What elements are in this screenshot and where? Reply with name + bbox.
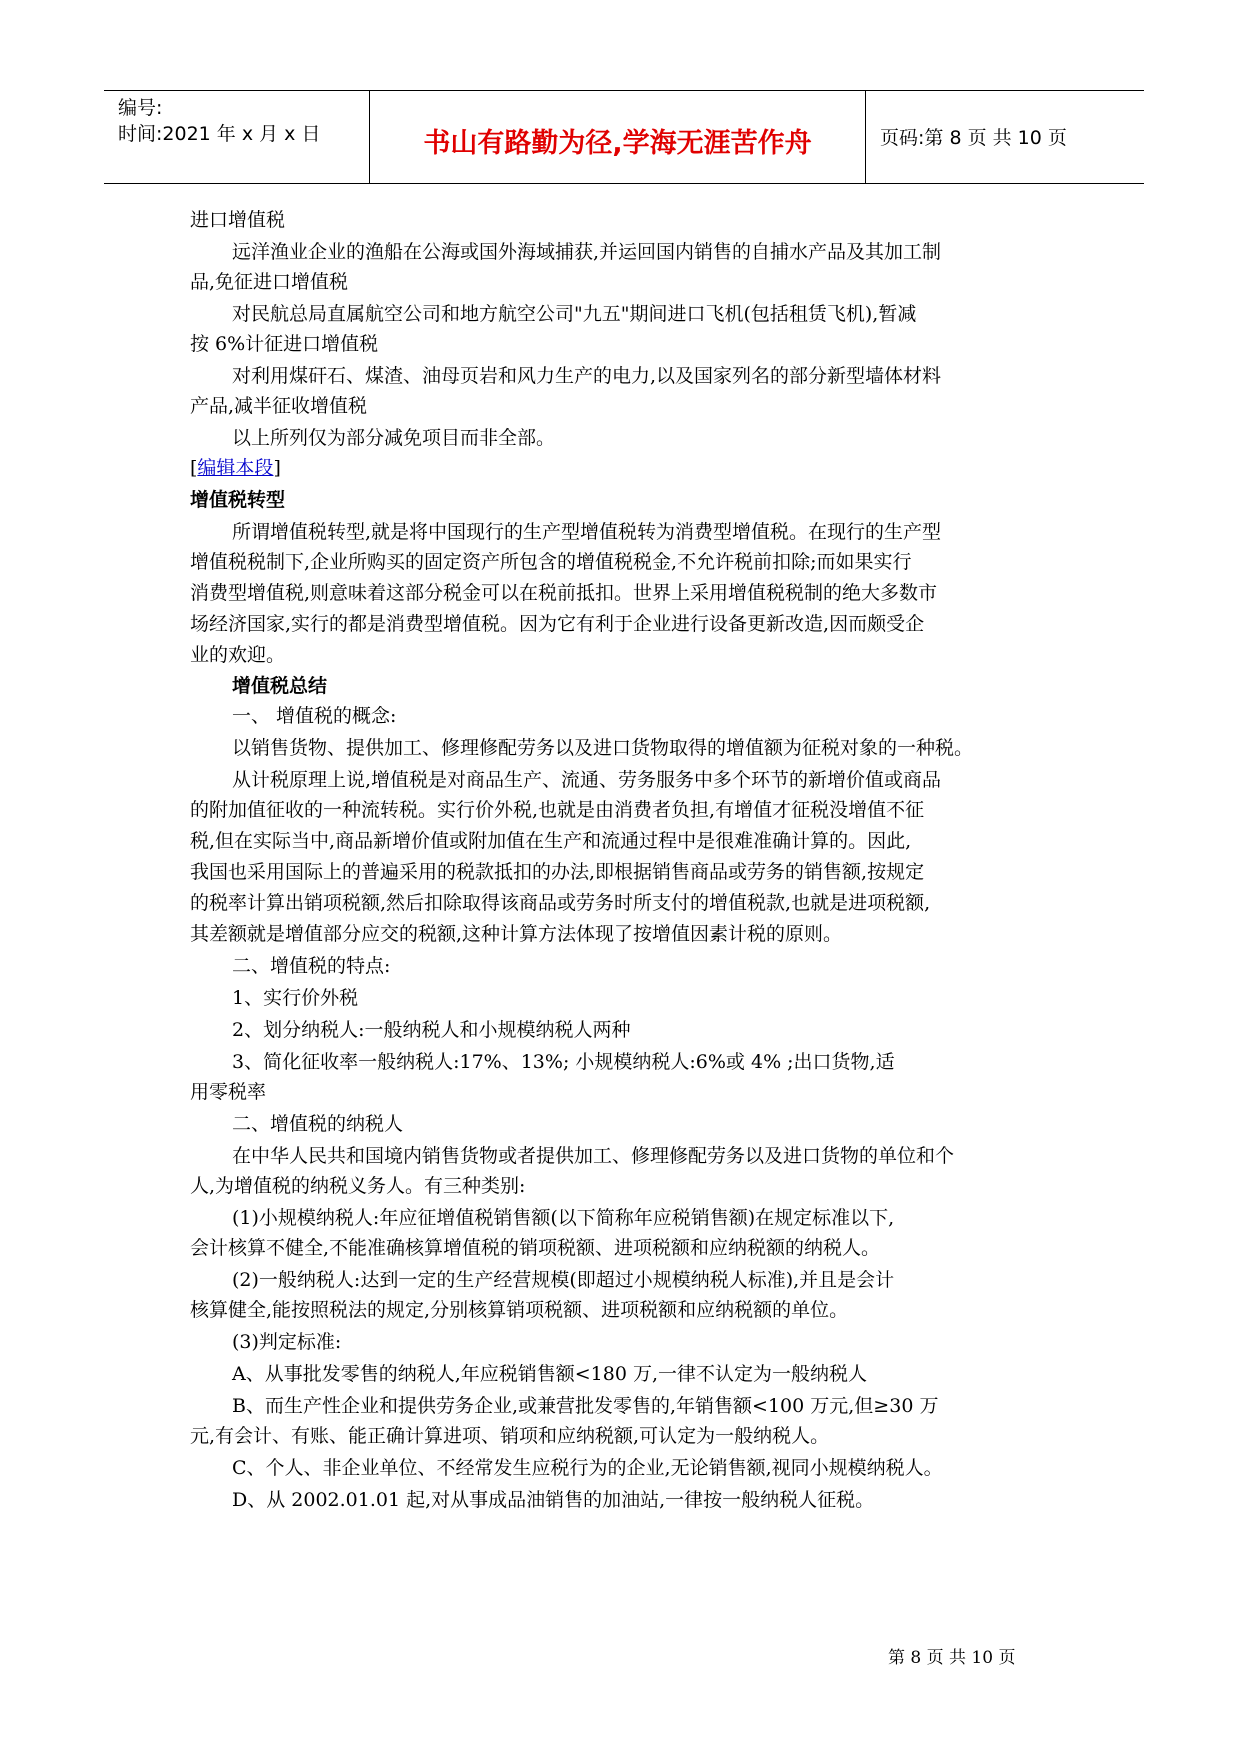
paragraph-line: 远洋渔业企业的渔船在公海或国外海域捕获,并运回国内销售的自捕水产品及其加工制 xyxy=(232,241,942,263)
paragraph-line: 增值税税制下,企业所购买的固定资产所包含的增值税税金,不允许税前扣除;而如果实行 xyxy=(190,551,912,573)
header-page-number: 页码:第 8 页 共 10 页 xyxy=(880,127,1067,149)
paragraph-line: 所谓增值税转型,就是将中国现行的生产型增值税转为消费型增值税。在现行的生产型 xyxy=(232,521,942,543)
section-heading: 增值税转型 xyxy=(190,489,286,511)
paragraph-line: A、从事批发零售的纳税人,年应税销售额<180 万,一律不认定为一般纳税人 xyxy=(232,1363,868,1385)
header-motto: 书山有路勤为径,学海无涯苦作舟 xyxy=(423,128,812,159)
paragraph-line: (3)判定标准: xyxy=(232,1331,342,1353)
edit-bracket-open: [ xyxy=(190,457,198,479)
paragraph-line: 二、增值税的纳税人 xyxy=(232,1113,404,1135)
paragraph-line: 人,为增值税的纳税义务人。有三种类别: xyxy=(190,1175,526,1197)
header-right-cell xyxy=(866,91,1144,183)
header-left-cell xyxy=(104,91,369,183)
paragraph-line: 产品,减半征收增值税 xyxy=(190,395,368,417)
paragraph-line: 对民航总局直属航空公司和地方航空公司"九五"期间进口飞机(包括租赁飞机),暂减 xyxy=(232,303,917,325)
paragraph-line: 的税率计算出销项税额,然后扣除取得该商品或劳务时所支付的增值税款,也就是进项税额, xyxy=(190,892,931,914)
page-footer: 第 8 页 共 10 页 xyxy=(888,1648,1016,1668)
paragraph-line: 以销售货物、提供加工、修理修配劳务以及进口货物取得的增值额为征税对象的一种税。 xyxy=(232,737,974,759)
paragraph-line: 在中华人民共和国境内销售货物或者提供加工、修理修配劳务以及进口货物的单位和个 xyxy=(232,1145,955,1167)
paragraph-line: 2、划分纳税人:一般纳税人和小规模纳税人两种 xyxy=(232,1019,631,1041)
paragraph-line: 一、 增值税的概念: xyxy=(232,705,397,727)
paragraph-line: 从计税原理上说,增值税是对商品生产、流通、劳务服务中多个环节的新增价值或商品 xyxy=(232,769,942,791)
paragraph-line: 品,免征进口增值税 xyxy=(190,271,349,293)
paragraph-line: 对利用煤矸石、煤渣、油母页岩和风力生产的电力,以及国家列名的部分新型墙体材料 xyxy=(232,365,942,387)
paragraph-line: 1、实行价外税 xyxy=(232,987,359,1009)
paragraph-line: C、个人、非企业单位、不经常发生应税行为的企业,无论销售额,视同小规模纳税人。 xyxy=(232,1457,943,1479)
section-heading: 增值税总结 xyxy=(232,675,328,697)
paragraph-line: 元,有会计、有账、能正确计算进项、销项和应纳税额,可认定为一般纳税人。 xyxy=(190,1425,830,1447)
paragraph-line: 3、简化征收率一般纳税人:17%、13%; 小规模纳税人:6%或 4% ;出口货物,适 xyxy=(232,1051,895,1073)
paragraph-line: 核算健全,能按照税法的规定,分别核算销项税额、进项税额和应纳税额的单位。 xyxy=(190,1299,849,1321)
paragraph-line: 进口增值税 xyxy=(190,209,286,231)
paragraph-line: 其差额就是增值部分应交的税额,这种计算方法体现了按增值因素计税的原则。 xyxy=(190,923,843,945)
paragraph-line: (1)小规模纳税人:年应征增值税销售额(以下简称年应税销售额)在规定标准以下, xyxy=(232,1207,895,1229)
paragraph-line: 我国也采用国际上的普遍采用的税款抵扣的办法,即根据销售商品或劳务的销售额,按规定 xyxy=(190,861,925,883)
paragraph-line: B、而生产性企业和提供劳务企业,或兼营批发零售的,年销售额<100 万元,但≥30 万 xyxy=(232,1395,939,1417)
edit-section-link[interactable]: 编辑本段 xyxy=(197,457,274,479)
page-header xyxy=(104,90,1144,184)
paragraph-line: 会计核算不健全,不能准确核算增值税的销项税额、进项税额和应纳税额的纳税人。 xyxy=(190,1237,881,1259)
paragraph-line: 消费型增值税,则意味着这部分税金可以在税前抵扣。世界上采用增值税税制的绝大多数市 xyxy=(190,582,938,604)
paragraph-line: 二、增值税的特点: xyxy=(232,955,391,977)
document-time-label: 时间:2021 年 x 月 x 日 xyxy=(118,123,321,145)
paragraph-line: 场经济国家,实行的都是消费型增值税。因为它有利于企业进行设备更新改造,因而颇受企 xyxy=(190,613,925,635)
paragraph-line: 业的欢迎。 xyxy=(190,644,286,666)
paragraph-line: 用零税率 xyxy=(190,1081,267,1103)
paragraph-line: 税,但在实际当中,商品新增价值或附加值在生产和流通过程中是很难准确计算的。因此, xyxy=(190,830,912,852)
paragraph-line: 按 6%计征进口增值税 xyxy=(190,333,379,355)
edit-section-link-wrapper xyxy=(190,456,281,480)
document-code-label: 编号: xyxy=(118,97,163,119)
paragraph-line: D、从 2002.01.01 起,对从事成品油销售的加油站,一律按一般纳税人征税。 xyxy=(232,1489,875,1511)
header-middle-cell xyxy=(369,91,866,183)
edit-bracket-close: ] xyxy=(273,457,281,479)
paragraph-line: 的附加值征收的一种流转税。实行价外税,也就是由消费者负担,有增值才征税没增值不征 xyxy=(190,799,925,821)
paragraph-line: 以上所列仅为部分减免项目而非全部。 xyxy=(232,427,556,449)
paragraph-line: (2)一般纳税人:达到一定的生产经营规模(即超过小规模纳税人标准),并且是会计 xyxy=(232,1269,895,1291)
